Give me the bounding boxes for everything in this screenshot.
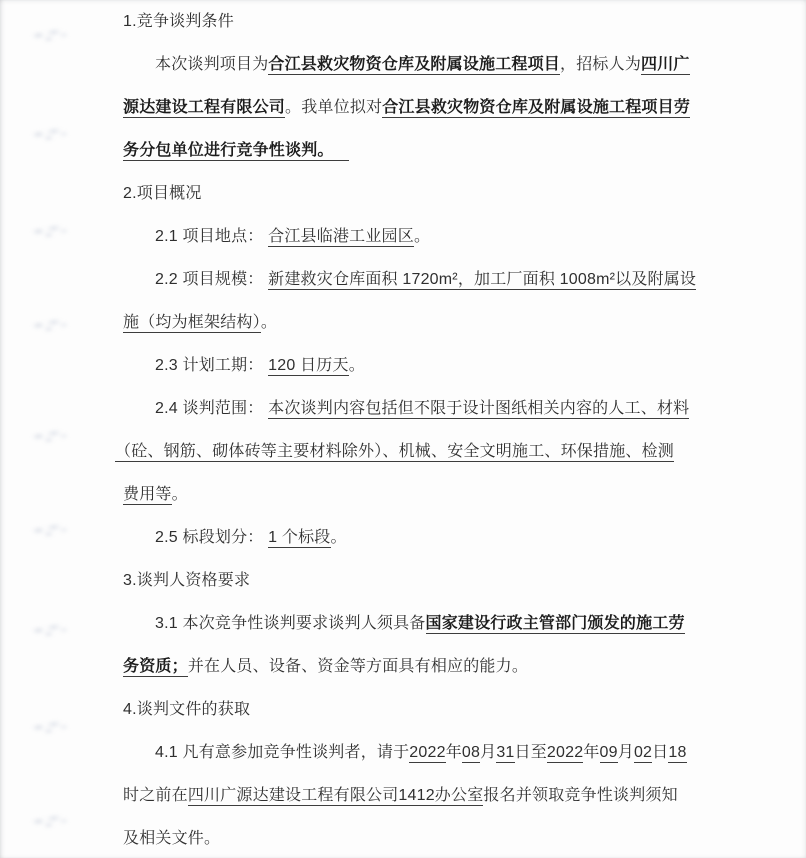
text-run: 日至 — [514, 744, 547, 761]
text-run: 2.2 项目规模： — [155, 271, 269, 288]
text-run: 务资质； — [123, 658, 188, 675]
document-line — [123, 86, 763, 129]
text-run: 施（均为框架结构） — [123, 314, 261, 331]
ink-bleed-mark — [27, 220, 71, 243]
document-line — [123, 731, 763, 774]
text-run: 。 — [330, 529, 347, 546]
text-run: 时之前在 — [123, 787, 188, 804]
document-line — [123, 645, 763, 688]
text-run: 并在人员、设备、资金等方面具有相应的能力。 — [187, 658, 529, 675]
document-line — [115, 430, 763, 473]
document-line — [123, 688, 763, 731]
text-run: （砼、钢筋、砌体砖等主要材料除外）、机械、安全文明施工、环保措施、检测 — [115, 443, 675, 460]
text-run: 年 — [583, 744, 600, 761]
text-run: 源达建设工程有限公司 — [123, 99, 286, 116]
text-run: 。我单位拟对 — [285, 99, 383, 116]
ink-bleed-mark — [27, 619, 71, 642]
text-run: 31 — [496, 744, 515, 761]
document-body — [115, 0, 763, 858]
text-run: 2.5 标段划分： — [155, 529, 269, 546]
document-line — [123, 172, 763, 215]
ink-bleed-mark — [27, 810, 71, 833]
text-run: 及相关文件。 — [123, 830, 221, 847]
text-run: 4.谈判文件的获取 — [123, 701, 251, 718]
document-line — [123, 817, 763, 858]
text-run: 合江县救灾物资仓库及附属设施工程项目劳 — [382, 99, 691, 116]
document-line — [123, 516, 763, 559]
text-run: 4.1 凡有意参加竞争性谈判者，请于 — [155, 744, 410, 761]
text-run: 本次谈判项目为 — [155, 56, 269, 73]
text-run: 。 — [413, 228, 431, 245]
document-line — [123, 602, 763, 645]
ink-bleed-mark — [27, 314, 71, 337]
ink-bleed-mark — [27, 519, 71, 542]
document-line — [123, 387, 763, 430]
text-run: 1.竞争谈判条件 — [123, 13, 234, 30]
text-run: 1 个标段 — [268, 529, 331, 546]
text-run: ，招标人为 — [560, 56, 642, 73]
text-run: 02 — [633, 744, 653, 761]
document-line — [123, 774, 763, 817]
text-run: 报名并领取竞争性谈判须知 — [483, 787, 678, 804]
text-run: 费用等 — [123, 486, 172, 503]
text-run: 3.1 本次竞争性谈判要求谈判人须具备 — [155, 615, 426, 632]
text-run: 本次谈判内容包括但不限于设计图纸相关内容的人工、材料 — [268, 400, 690, 417]
text-run: 120 日历天 — [268, 357, 349, 374]
document-line — [123, 129, 763, 172]
text-run: 四川广源达建设工程有限公司1412办公室 — [187, 787, 484, 804]
text-run: 。 — [260, 314, 278, 331]
document-line — [123, 215, 763, 258]
text-run: 四川广 — [641, 56, 690, 73]
text-run: 国家建设行政主管部门颁发的施工劳 — [425, 615, 685, 632]
ink-bleed-mark — [27, 716, 71, 739]
ink-bleed-mark — [27, 24, 71, 47]
text-run: 日 — [652, 744, 669, 761]
text-run: 年 — [445, 744, 462, 761]
text-run: 。 — [171, 486, 188, 503]
text-run: 18 — [668, 744, 687, 761]
text-run: 2.1 项目地点： — [155, 228, 269, 245]
text-run: 2.4 谈判范围： — [155, 400, 269, 417]
text-run: 2022 — [409, 744, 446, 761]
text-run: 月 — [617, 744, 634, 761]
text-run: 09 — [599, 744, 618, 761]
text-run: 务分包单位进行竞争性谈判。 — [123, 142, 349, 161]
text-run: 新建救灾仓库面积 1720m²，加工厂面积 1008m²以及附属设 — [268, 271, 697, 288]
document-line — [123, 344, 763, 387]
text-run: 合江县救灾物资仓库及附属设施工程项目 — [268, 56, 561, 73]
document-line — [123, 473, 763, 516]
document-line — [123, 258, 763, 301]
text-run: 。 — [348, 357, 365, 374]
ink-bleed-mark — [27, 123, 71, 146]
text-run: 月 — [480, 744, 497, 761]
text-run: 2022 — [546, 744, 584, 761]
document-line — [123, 0, 763, 43]
document-line — [123, 43, 763, 86]
text-run: 3.谈判人资格要求 — [123, 572, 251, 589]
document-line — [123, 301, 763, 344]
text-run: 合江县临港工业园区 — [268, 228, 414, 245]
document-line — [123, 559, 763, 602]
text-run: 2.项目概况 — [123, 185, 202, 202]
text-run: 2.3 计划工期： — [155, 357, 269, 374]
text-run: 08 — [461, 744, 481, 761]
ink-bleed-mark — [27, 425, 71, 448]
